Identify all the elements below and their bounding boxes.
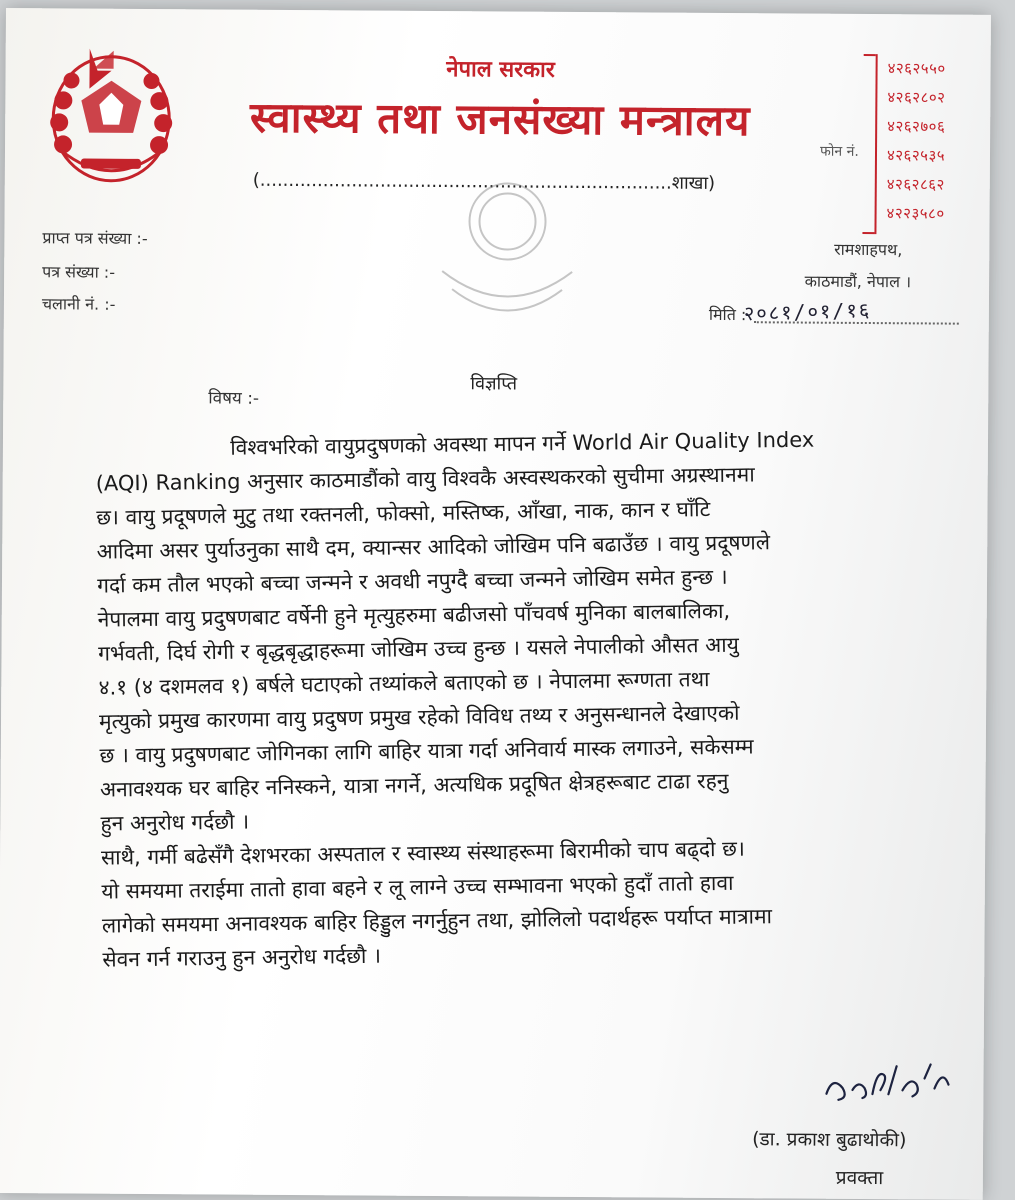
body-line: (AQI) Ranking अनुसार काठमाडौंको वायु विश्वकै अस्वस्थकरको सुचीमा अग्रस्थानमा bbox=[95, 462, 755, 496]
phone-number: ४२६२८०२ bbox=[887, 88, 946, 107]
body-line: यो समयमा तराईमा तातो हावा बहने र लू लाग्ने उच्च सम्भावना भएको हुदाँ तातो हावा bbox=[101, 870, 734, 904]
notice-body bbox=[95, 420, 983, 976]
body-line: अनावश्यक घर बाहिर ननिस्कने, यात्रा नगर्ने, अत्यधिक प्रदूषित क्षेत्रहरूबाट टाढा रहनु bbox=[99, 768, 729, 802]
received-letter-number-label: प्राप्त पत्र संख्या :- bbox=[42, 228, 148, 248]
phone-label: फोन नं. bbox=[819, 143, 859, 160]
phone-number: ४२६२५३५ bbox=[886, 146, 946, 165]
body-line: मृत्युको प्रमुख कारणमा वायु प्रदुषण प्रमुख रहेको विविध तथ्य र अनुसन्धानले देखाएको bbox=[98, 700, 740, 734]
signatory-name: (डा. प्रकाश बुढाथोकी) bbox=[752, 1128, 907, 1152]
body-line: गर्भवती, दिर्घ रोगी र बृद्धबृद्धाहरूमा जोखिम उच्च हुन्छ । यसले नेपालीको औसत आयु bbox=[97, 632, 739, 666]
body-line: सेवन गर्न गराउनु हुन अनुरोध गर्दछौ । bbox=[102, 943, 382, 972]
ministry-heading: स्वास्थ्य तथा जनसंख्या मन्त्रालय bbox=[249, 92, 751, 146]
phone-number: ४२२३५८० bbox=[886, 204, 945, 223]
notice-title: विज्ञप्ति bbox=[470, 373, 518, 395]
handwritten-signature-icon bbox=[818, 1054, 958, 1110]
body-line: आदिमा असर पुर्याउनुका साथै दम, क्यान्सर आदिको जोखिम पनि बढाउँछ । वायु प्रदूषणले bbox=[96, 530, 771, 564]
branch-line: (........................................................................शाखा) bbox=[252, 169, 716, 194]
letter-number-label: पत्र संख्या :- bbox=[42, 262, 116, 282]
date-label: मिति : bbox=[708, 304, 747, 325]
address-street: रामशाहपथ, bbox=[834, 239, 903, 260]
date-value: २०८१/०१/१६ bbox=[743, 297, 872, 326]
signatory-role: प्रवक्ता bbox=[835, 1166, 884, 1190]
government-heading: नेपाल सरकार bbox=[446, 57, 555, 83]
phone-number: ४२६२७०६ bbox=[887, 117, 946, 136]
body-line: नेपालमा वायु प्रदुषणबाट वर्षेनी हुने मृत्युहरुमा बढीजसो पाँचवर्ष मुनिका बालबालिका, bbox=[97, 598, 731, 632]
phone-number: ४२६२५५० bbox=[887, 59, 946, 78]
body-line: लागेको समयमा अनावश्यक बाहिर हिड्डुल नगर्नुहुन तथा, झोलिलो पदार्थहरू पर्याप्त मात्रामा bbox=[101, 904, 773, 938]
dispatch-number-label: चलानी नं. :- bbox=[41, 294, 116, 314]
body-line: गर्दा कम तौल भएको बच्चा जन्मने र अवधी नपुग्दै बच्चा जन्मने जोखिम समेत हुन्छ । bbox=[97, 564, 728, 598]
body-line: ४.१ (४ दशमलव १) बर्षले घटाएको तथ्यांकले बताएको छ । नेपालमा रूग्णता तथा bbox=[98, 667, 710, 700]
body-line: छ। वायु प्रदूषणले मुटु तथा रक्तनली, फोक्सो, मस्तिष्क, आँखा, नाक, कान र घाँटि bbox=[96, 497, 711, 530]
phone-number: ४२६२८६२ bbox=[886, 175, 945, 194]
subject-label: विषय :- bbox=[208, 388, 260, 409]
address-city: काठमाडौं, नेपाल । bbox=[804, 271, 912, 292]
body-line: छ । वायु प्रदुषणबाट जोगिनका लागि बाहिर यात्रा गर्दा अनिवार्य मास्क लगाउने, सकेसम्म bbox=[99, 734, 754, 768]
ministry-seal-icon bbox=[422, 161, 593, 332]
phone-number-list bbox=[874, 54, 977, 235]
nepal-emblem-icon bbox=[41, 40, 182, 191]
body-line: साथै, गर्मी बढेसँगै देशभरका अस्पताल र स्वास्थ्य संस्थाहरूमा बिरामीको चाप बढ्दो छ। bbox=[100, 836, 746, 870]
body-line: विश्वभरिको वायुप्रदुषणको अवस्था मापन गर्ने World Air Quality Index bbox=[230, 427, 815, 460]
phone-bracket-bottom bbox=[862, 232, 874, 234]
body-line: हुन अनुरोध गर्दछौ । bbox=[100, 809, 250, 836]
phone-bracket-top bbox=[864, 54, 876, 56]
letter-page bbox=[0, 8, 991, 1200]
